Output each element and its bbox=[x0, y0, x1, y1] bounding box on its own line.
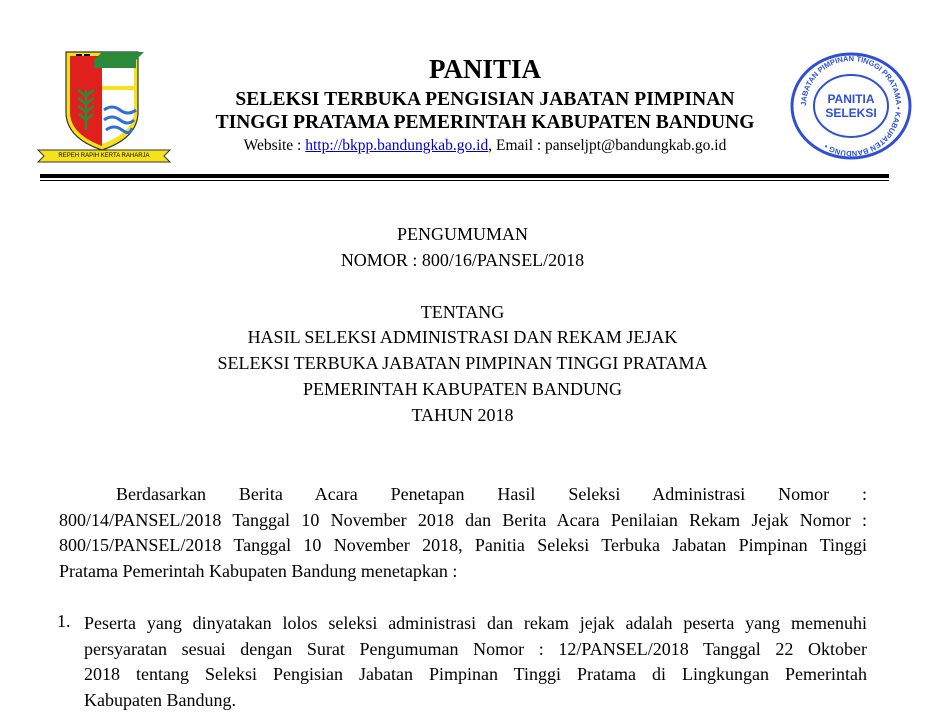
stamp-word-1: PANITIA bbox=[827, 92, 875, 106]
announcement-subject-line2: SELEKSI TERBUKA JABATAN PIMPINAN TINGGI PRATAMA bbox=[217, 353, 708, 373]
committee-subtitle-line1: SELEKSI TERBUKA PENGISIAN JABATAN PIMPINAN bbox=[235, 89, 735, 110]
contact-line bbox=[150, 137, 820, 155]
intro-line: 800/15/PANSEL/2018 Tanggal 10 November 2018, Panitia Seleksi Terbuka Jabatan Pimpinan Tinggi bbox=[59, 535, 867, 555]
announcement-subject-line3: PEMERINTAH KABUPATEN BANDUNG bbox=[303, 379, 622, 399]
intro-line: Berdasarkan Berita Acara Penetapan Hasil Seleksi Administrasi Nomor : bbox=[116, 484, 867, 504]
logo-motto-text: REPEH RAPIH KERTA RAHARJA bbox=[58, 153, 150, 159]
intro-line: 800/14/PANSEL/2018 Tanggal 10 November 2018 dan Berita Acara Penilaian Rekam Jejak Nomor : bbox=[59, 509, 867, 530]
list-item-line: persyaratan sesuai dengan Surat Pengumuman Nomor : 12/PANSEL/2018 Tanggal 22 Oktober bbox=[84, 638, 867, 659]
list-item-line: Peserta yang dinyatakan lolos seleksi administrasi dan rekam jejak adalah peserta yang memenuhi bbox=[84, 613, 867, 633]
header-divider-thick bbox=[40, 174, 889, 178]
intro-paragraph bbox=[59, 482, 867, 584]
stamp-word-2: SELEKSI bbox=[825, 106, 877, 120]
announcement-heading: PENGUMUMAN bbox=[396, 224, 528, 244]
announcement-about: TENTANG bbox=[420, 302, 505, 322]
list-item-number: 1. bbox=[57, 611, 71, 631]
announcement-number: NOMOR : 800/16/PANSEL/2018 bbox=[340, 250, 585, 270]
list-item bbox=[84, 611, 867, 713]
announcement-subject-line1: HASIL SELEKSI ADMINISTRASI DAN REKAM JEJAK bbox=[247, 327, 678, 347]
intro-line: Pratama Pemerintah Kabupaten Bandung menetapkan : bbox=[59, 560, 458, 581]
website-link[interactable]: http://bkpp.bandungkab.go.id bbox=[305, 137, 489, 154]
header-divider-thin bbox=[40, 180, 889, 181]
list-item-line: Kabupaten Bandung. bbox=[84, 689, 236, 710]
list-item-line: 2018 tentang Seleksi Pengisian Jabatan Pimpinan Tinggi Pratama di Lingkungan Pemerintah bbox=[84, 664, 867, 684]
announcement-subject-line4: TAHUN 2018 bbox=[411, 405, 514, 425]
committee-subtitle-line2: TINGGI PRATAMA PEMERINTAH KABUPATEN BANDUNG bbox=[215, 112, 755, 133]
committee-title: PANITIA bbox=[428, 54, 541, 84]
panitia-seleksi-stamp bbox=[789, 51, 913, 161]
email-text: , Email : panseljpt@bandungkab.go.id bbox=[488, 137, 727, 154]
stamp-ring-text: JABATAN PIMPINAN TINGGI PRATAMA • KABUPATEN BANDUNG • bbox=[798, 53, 904, 159]
website-label: Website : bbox=[243, 137, 306, 154]
